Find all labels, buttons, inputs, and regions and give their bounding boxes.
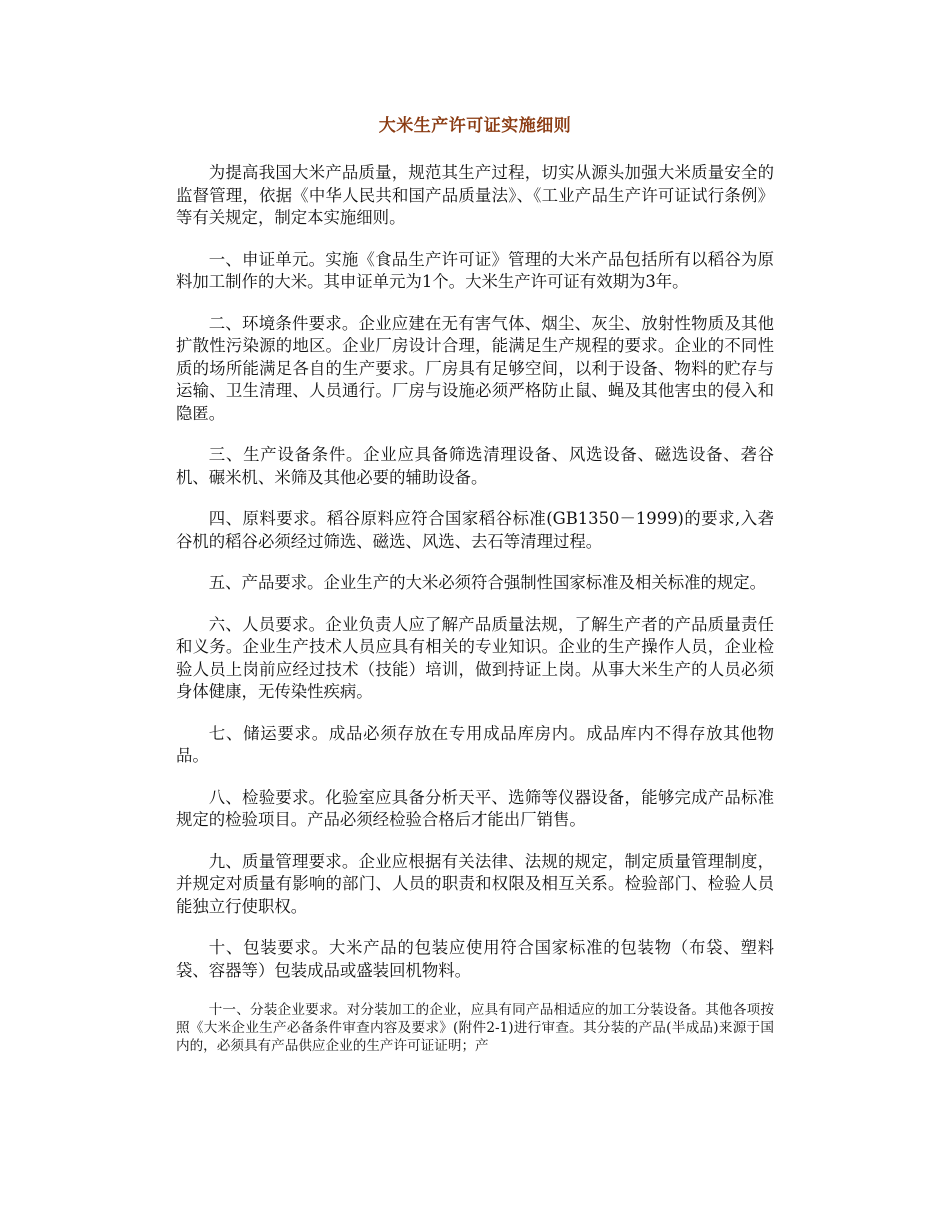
section-10-paragraph: 十、包装要求。大米产品的包装应使用符合国家标准的包装物（布袋、塑料袋、容器等）包装成品或盛装回机物料。 [176,938,774,980]
section-1-paragraph: 一、申证单元。实施《食品生产许可证》管理的大米产品包括所有以稻谷为原料加工制作的大米。其申证单元为1个。大米生产许可证有效期为3年。 [176,249,774,291]
section-6-paragraph: 六、人员要求。企业负责人应了解产品质量法规，了解生产者的产品质量责任和义务。企业生产技术人员应具有相关的专业知识。企业的生产操作人员，企业检验人员上岗前应经过技术（技能）培训，做到持证上岗。从事大米生产的人员必须身体健康，无传染性疾病。 [176,614,774,701]
section-8-paragraph: 八、检验要求。化验室应具备分析天平、选筛等仪器设备，能够完成产品标准规定的检验项目。产品必须经检验合格后才能出厂销售。 [176,787,774,829]
section-11-paragraph: 十一、分装企业要求。对分装加工的企业，应具有同产品相适应的加工分装设备。其他各项按照《大米企业生产必备条件审查内容及要求》(附件2-1)进行审查。其分装的产品(半成品)来源于国内的，必须具有产品供应企业的生产许可证证明；产 [176,1002,774,1054]
section-7-paragraph: 七、储运要求。成品必须存放在专用成品库房内。成品库内不得存放其他物品。 [176,723,774,765]
section-2-paragraph: 二、环境条件要求。企业应建在无有害气体、烟尘、灰尘、放射性物质及其他扩散性污染源的地区。企业厂房设计合理，能满足生产规程的要求。企业的不同性质的场所能满足各自的生产要求。厂房具有足够空间，以利于设备、物料的贮存与运输、卫生清理、人员通行。厂房与设施必须严格防止鼠、蝇及其他害虫的侵入和隐匿。 [176,313,774,423]
section-9-paragraph: 九、质量管理要求。企业应根据有关法律、法规的规定，制定质量管理制度，并规定对质量有影响的部门、人员的职责和权限及相互关系。检验部门、检验人员能独立行使职权。 [176,851,774,916]
intro-paragraph: 为提高我国大米产品质量，规范其生产过程，切实从源头加强大米质量安全的监督管理，依据《中华人民共和国产品质量法》、《工业产品生产许可证试行条例》等有关规定，制定本实施细则。 [176,163,774,227]
document-body [176,162,774,1074]
document-title: 大米生产许可证实施细则 [378,116,572,136]
section-3-paragraph: 三、生产设备条件。企业应具备筛选清理设备、风选设备、磁选设备、砻谷机、碾米机、米筛及其他必要的辅助设备。 [176,445,774,487]
section-5-paragraph: 五、产品要求。企业生产的大米必须符合强制性国家标准及相关标准的规定。 [208,573,767,592]
section-4-paragraph: 四、原料要求。稻谷原料应符合国家稻谷标准(GB1350－1999)的要求,入砻谷机的稻谷必须经过筛选、磁选、风选、去石等清理过程。 [176,509,774,551]
